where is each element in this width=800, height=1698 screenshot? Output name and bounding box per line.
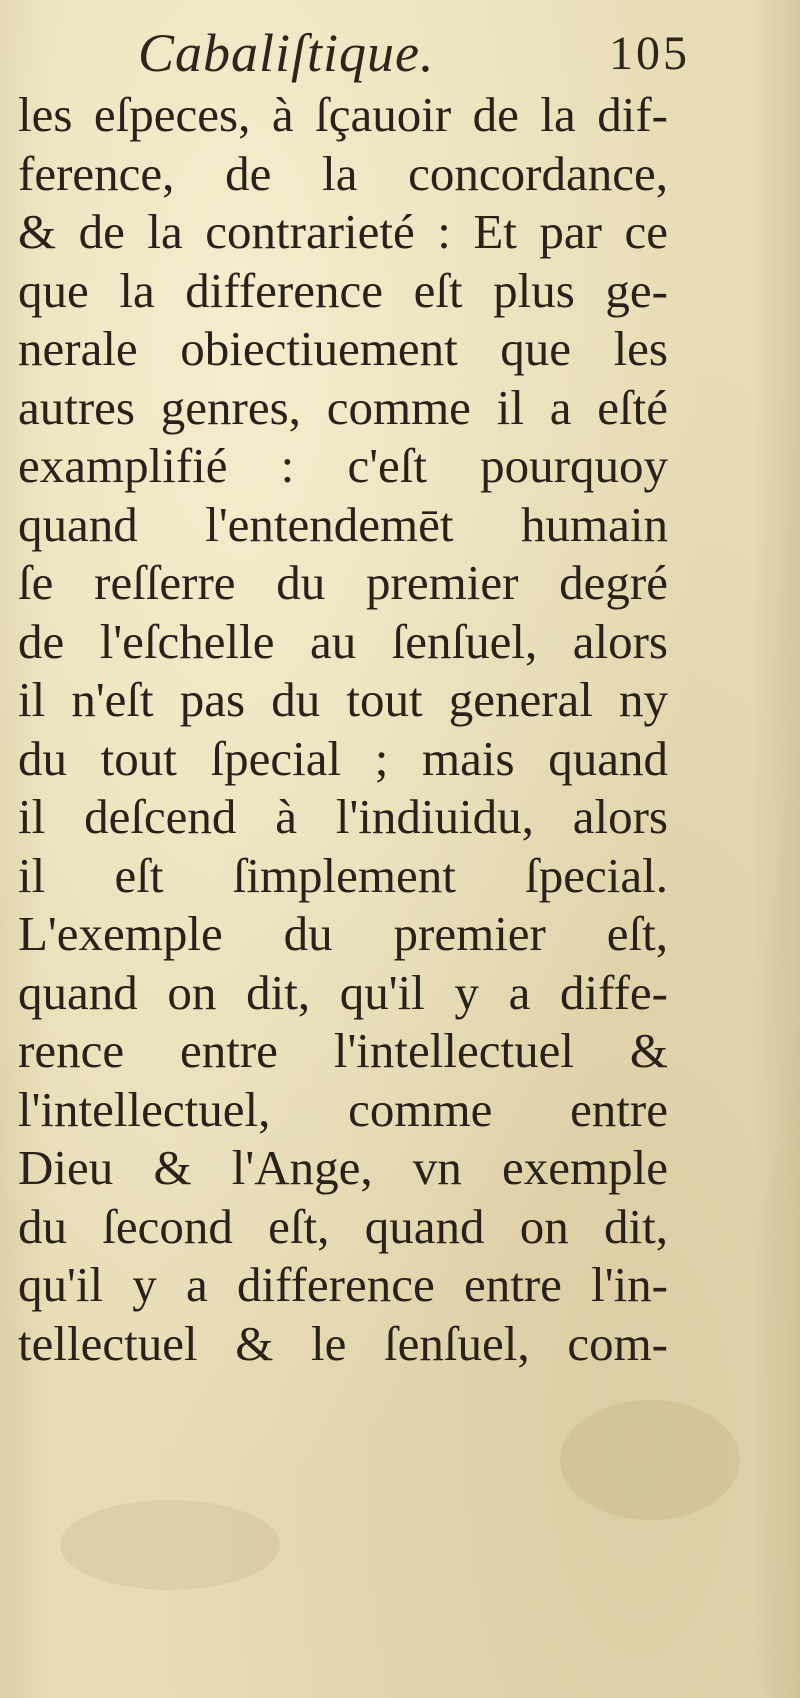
text-line: autres genres, comme il a eſté [18,379,668,435]
text-line: quand on dit, qu'il y a diffe- [18,964,668,1020]
running-head [130,22,690,92]
text-line: nerale obiectiuement que les [18,321,668,376]
text-line: il deſcend à l'indiuidu, alors [18,789,668,844]
text-line: ſe reſſerre du premier degré [18,555,668,610]
text-line: tellectuel & le ſenſuel, com- [18,1315,668,1371]
text-line: du tout ſpecial ; mais quand [18,730,668,786]
text-line: ference, de la concordance, [18,145,668,201]
text-line: examplifié : c'eſt pourquoy [18,438,668,493]
text-line: il eſt ſimplement ſpecial. [18,847,668,903]
text-line: rence entre l'intellectuel & [18,1023,668,1078]
text-line: qu'il y a difference entre l'in- [18,1257,668,1312]
text-line: les eſpeces, à ſçauoir de la dif- [18,87,668,142]
text-line: L'exemple du premier eſt, [18,906,668,961]
body-text [18,86,668,1373]
text-line: que la difference eſt plus ge- [18,262,668,318]
text-line: quand l'entendemēt humain [18,496,668,552]
text-line: de l'eſchelle au ſenſuel, alors [18,613,668,669]
text-line: Dieu & l'Ange, vn exemple [18,1140,668,1195]
paper-stain [60,1500,280,1590]
text-line: il n'eſt pas du tout general ny [18,672,668,727]
paper-stain [560,1400,740,1520]
page-number: 105 [609,27,690,80]
running-title: Cabaliſtique. [138,23,435,83]
text-line: l'intellectuel, comme entre [18,1081,668,1137]
text-line: & de la contrarieté : Et par ce [18,204,668,259]
text-line: du ſecond eſt, quand on dit, [18,1198,668,1254]
